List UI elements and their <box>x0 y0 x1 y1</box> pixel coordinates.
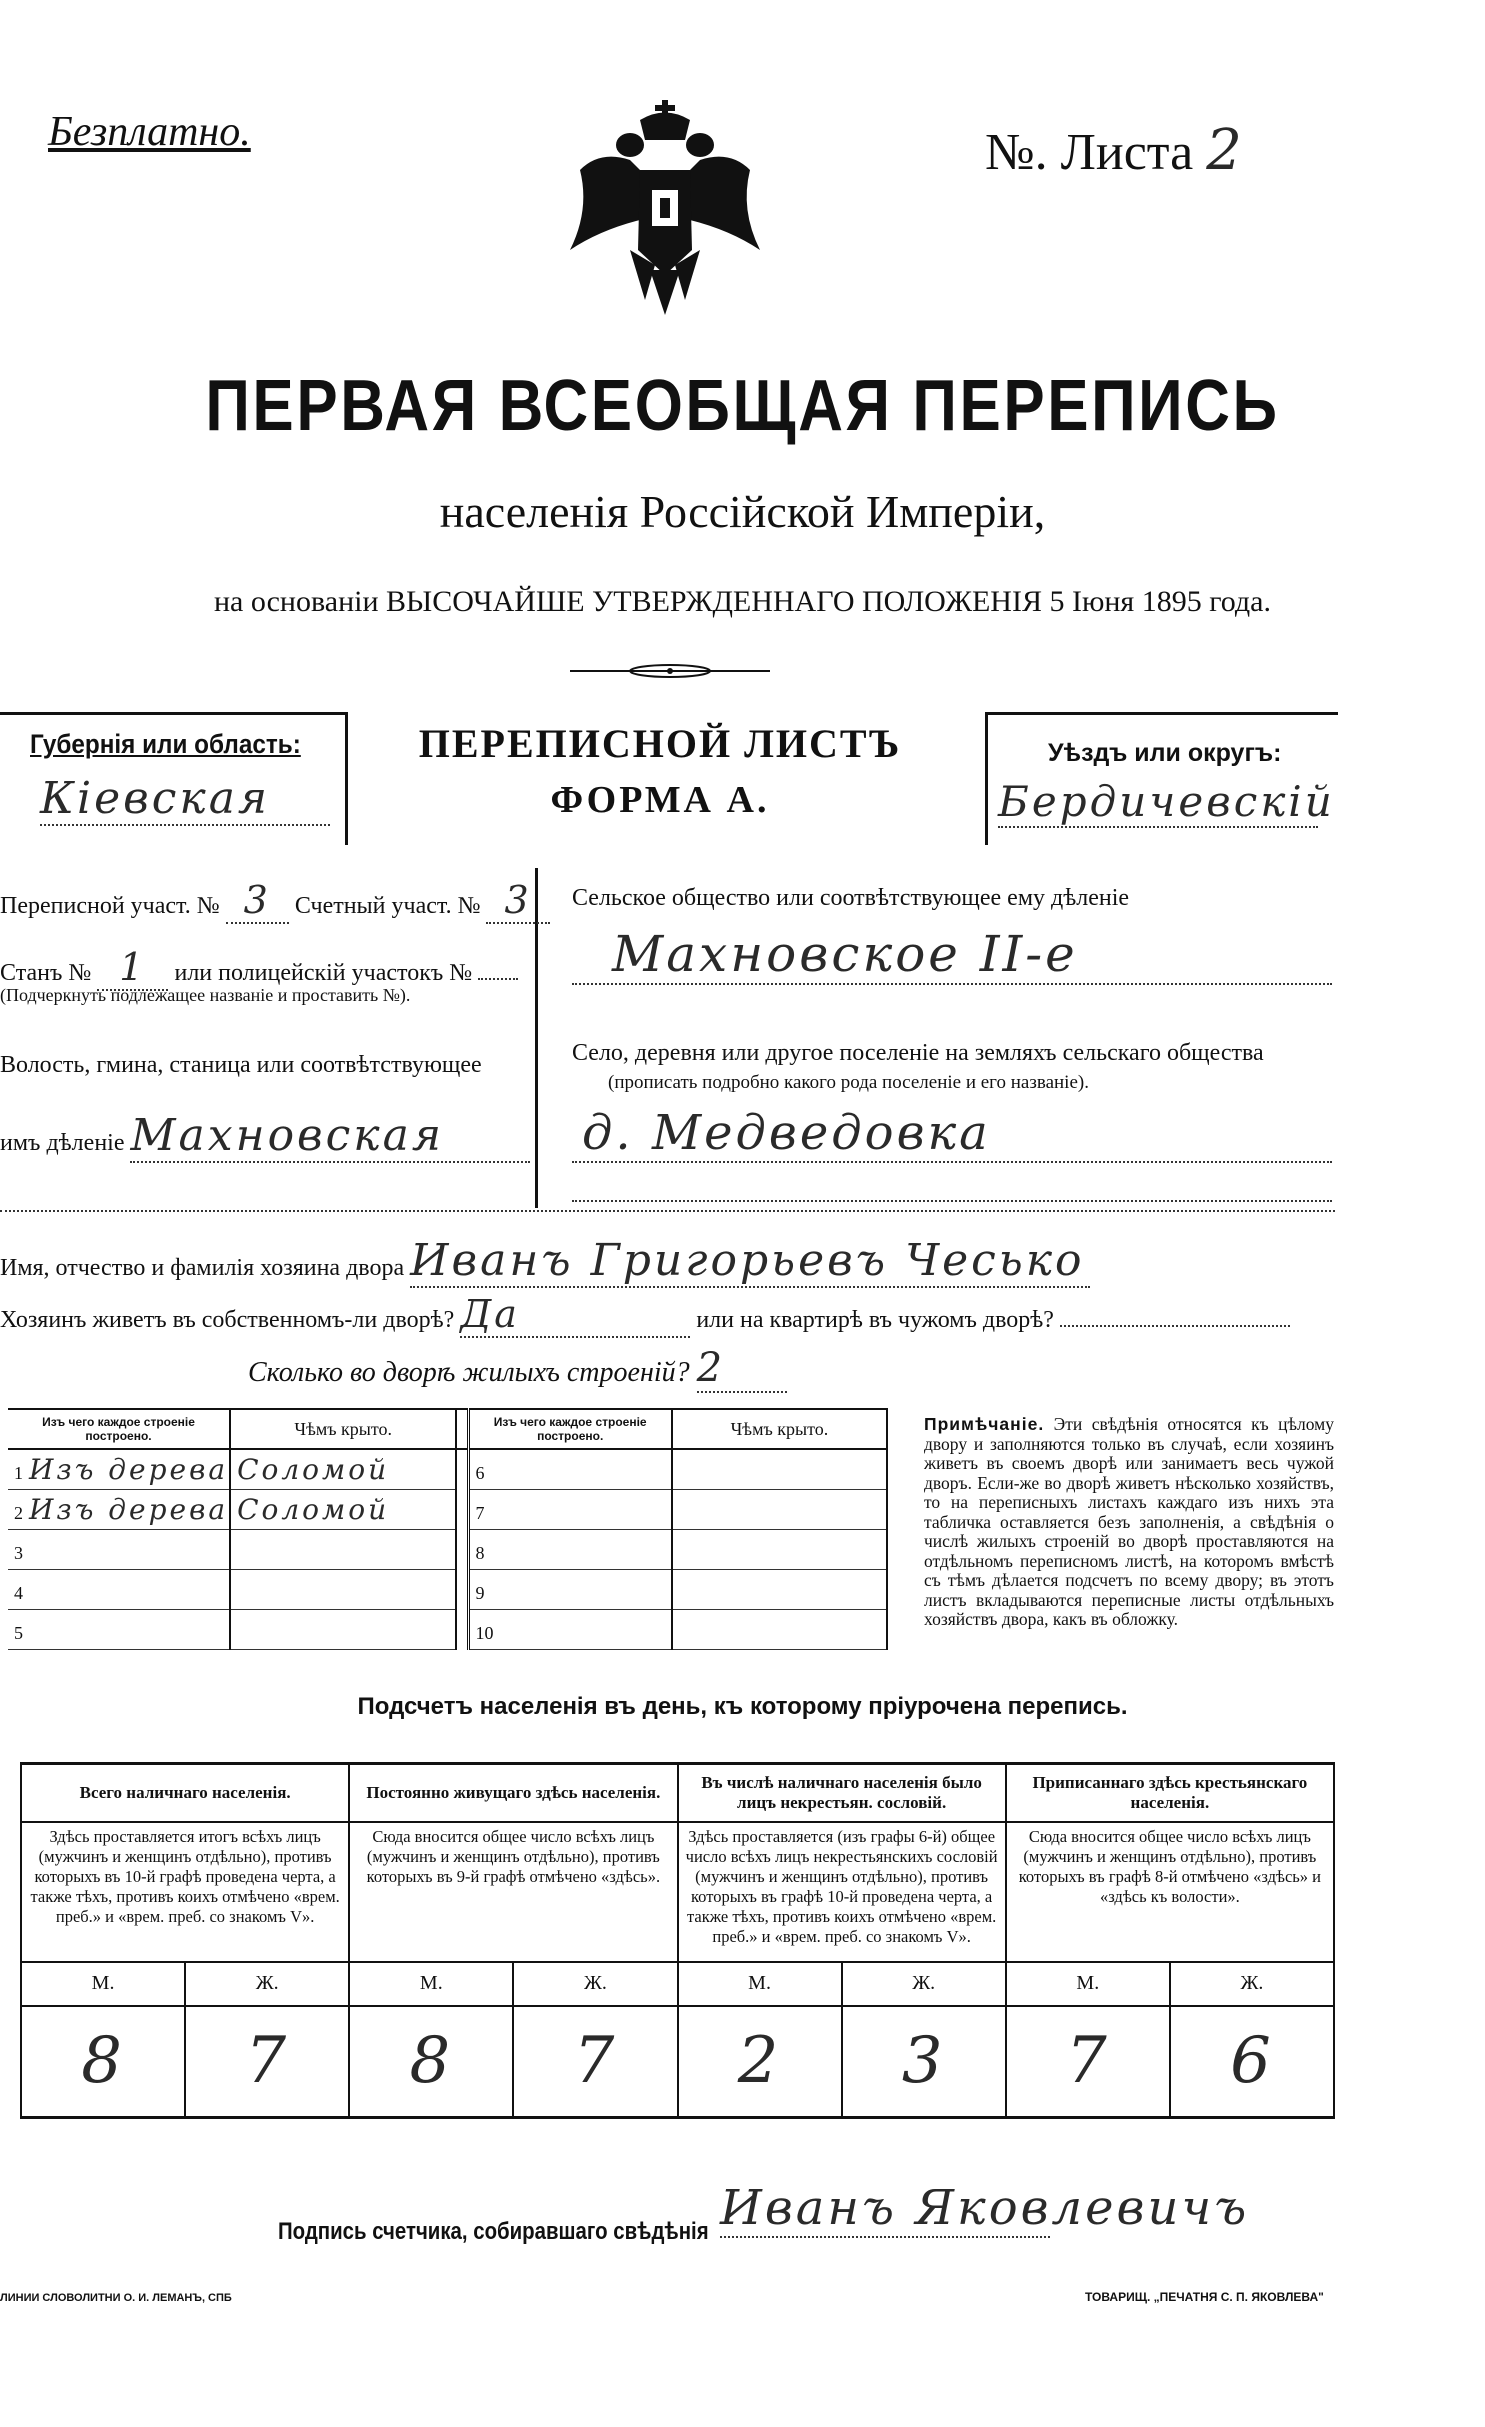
female-header: Ж. <box>513 1962 677 2006</box>
male-count: 8 <box>349 2006 513 2118</box>
province-label: Губернія или область: <box>30 729 301 759</box>
population-col-header: Всего наличнаго населенія. <box>21 1764 349 1822</box>
police-label: или полицейскій участокъ № <box>174 960 473 986</box>
signature-label: Подпись счетчика, собиравшаго свѣдѣнія <box>278 2218 709 2245</box>
building-material-cell <box>8 1529 230 1569</box>
building-material-cell <box>468 1529 672 1569</box>
building-number: 5 <box>14 1622 23 1643</box>
building-roof-cell <box>672 1449 887 1489</box>
building-material: Изъ дерева <box>29 1492 229 1526</box>
building-number: 10 <box>475 1622 494 1643</box>
building-roof-cell <box>230 1449 456 1489</box>
note-text: Эти свѣдѣнія относятся къ цѣлому двору и заполняются только въ случаѣ, если хозяинъ живетъ въ своемъ дворѣ или занимаетъ весь чужой дворъ. Если-же во дворѣ живетъ нѣсколько хозяйствъ, то на переписныхъ листахъ каждаго изъ нихъ эта табличка оставляется безъ заполненія, а свѣдѣнія о числѣ жилыхъ строеній во дворѣ проставляются на отдѣльномъ переписномъ листѣ, на которомъ вмѣстѣ съ тѣмъ дѣлается подсчетъ по всему двору; въ этотъ листъ вкладываются переписные листы отдѣльныхъ хозяйствъ двора, какъ въ обложку. <box>924 1414 1334 1629</box>
male-header: М. <box>21 1962 185 2006</box>
building-number: 3 <box>14 1542 23 1563</box>
population-col-description: Здѣсь проставляется итогъ всѣхъ лицъ (мужчинъ и женщинъ отдѣльно), противъ которыхъ въ 10-й графѣ проведена черта, а также тѣхъ, противъ коихъ отмѣчено «врем. преб.» и «врем. преб. со знакомъ V». <box>21 1822 349 1962</box>
owner-name-value: Иванъ Григорьевъ Чесько <box>410 1235 1090 1288</box>
female-header: Ж. <box>1170 1962 1334 2006</box>
signature-value: Иванъ Яковлевичъ <box>720 2180 1250 2236</box>
female-count: 6 <box>1170 2006 1334 2118</box>
female-count: 3 <box>842 2006 1006 2118</box>
population-col-description: Сюда вносится общее число всѣхъ лицъ (мужчинъ и женщинъ отдѣльно), противъ которыхъ въ графѣ 8-й отмѣчено «здѣсь» и «здѣсь къ волости». <box>1006 1822 1334 1962</box>
buildings-value: 2 <box>697 1345 787 1393</box>
buildings-row <box>8 1569 887 1609</box>
buildings-row <box>8 1449 887 1489</box>
population-col-header: Въ числѣ наличнаго населенія было лицъ некрестьян. сословій. <box>678 1764 1006 1822</box>
district-box <box>985 712 1338 845</box>
buildings-col-material-2: Изъ чего каждое строеніе построено. <box>468 1409 672 1449</box>
building-number: 2 <box>14 1502 23 1523</box>
society-label: Сельское общество или соотвѣтствующее ему дѣленіе <box>572 885 1130 911</box>
census-area-value: 3 <box>226 878 289 924</box>
female-count: 7 <box>185 2006 349 2118</box>
building-material-cell <box>8 1449 230 1489</box>
building-material-cell <box>8 1569 230 1609</box>
building-roof-cell <box>672 1489 887 1529</box>
stan-label: Станъ № <box>0 960 92 986</box>
subtitle: населенія Россійской Имперіи, <box>439 486 1046 537</box>
buildings-col-roof-2: Чѣмъ крыто. <box>672 1409 887 1449</box>
building-number: 1 <box>14 1462 23 1483</box>
female-header: Ж. <box>185 1962 349 2006</box>
district-label: Уѣздъ или округъ: <box>1048 739 1282 767</box>
building-roof-cell <box>672 1569 887 1609</box>
signature-row <box>278 2218 709 2246</box>
building-material: Изъ дерева <box>29 1452 229 1486</box>
ornament-divider <box>570 664 770 678</box>
village-value: д. Медведовка <box>572 1105 1332 1163</box>
main-title: ПЕРВАЯ ВСЕОБЩАЯ ПЕРЕПИСЬ <box>205 366 1280 446</box>
building-roof-cell <box>230 1609 456 1649</box>
owner-name-row <box>0 1235 1090 1288</box>
buildings-table <box>8 1408 888 1650</box>
buildings-row <box>8 1609 887 1649</box>
male-header: М. <box>1006 1962 1170 2006</box>
rent-label: или на квартирѣ въ чужомъ дворѣ? <box>696 1307 1054 1333</box>
note-title: Примѣчаніе. <box>924 1414 1045 1434</box>
building-roof: Соломой <box>237 1452 390 1486</box>
count-title: Подсчетъ населенія въ день, къ которому пріурочена перепись. <box>357 1693 1128 1720</box>
own-yard-label: Хозяинъ живетъ въ собственномъ-ли дворѣ? <box>0 1307 455 1333</box>
female-count: 7 <box>513 2006 677 2118</box>
building-roof-cell <box>230 1529 456 1569</box>
village-label: Село, деревня или другое поселеніе на земляхъ сельскаго общества <box>572 1040 1264 1066</box>
buildings-col-roof: Чѣмъ крыто. <box>230 1409 456 1449</box>
owner-name-label: Имя, отчество и фамилія хозяина двора <box>0 1255 405 1281</box>
province-value: Кіевская <box>40 773 330 826</box>
male-count: 7 <box>1006 2006 1170 2118</box>
building-roof-cell <box>230 1569 456 1609</box>
building-number: 4 <box>14 1582 23 1603</box>
village-note: (прописать подробно какого рода поселеніе и его названіе). <box>608 1072 1089 1093</box>
coat-of-arms-emblem <box>560 100 770 325</box>
building-roof-cell <box>672 1609 887 1649</box>
building-roof-cell <box>230 1489 456 1529</box>
female-header: Ж. <box>842 1962 1006 2006</box>
volost-label-2: имъ дѣленіе <box>0 1130 125 1156</box>
building-material-cell <box>468 1569 672 1609</box>
buildings-label: Сколько во дворѣ жилыхъ строеній? <box>248 1357 690 1388</box>
volost-value: Махновская <box>130 1110 530 1163</box>
male-header: М. <box>678 1962 842 2006</box>
sheet-number <box>985 118 1245 183</box>
building-material-cell <box>468 1449 672 1489</box>
building-roof: Соломой <box>237 1492 390 1526</box>
population-col-header: Приписаннаго здѣсь крестьянскаго населенія. <box>1006 1764 1334 1822</box>
population-table <box>20 1762 1335 2119</box>
population-col-description: Сюда вносится общее число всѣхъ лицъ (мужчинъ и женщинъ отдѣльно), противъ которыхъ въ 9-й графѣ отмѣчено «здѣсь». <box>349 1822 677 1962</box>
printer-right: ТОВАРИЩ. „ПЕЧАТНЯ С. П. ЯКОВЛЕВА" <box>1085 2290 1324 2304</box>
district-value: Бердичевскій <box>998 777 1335 826</box>
population-col-header: Постоянно живущаго здѣсь населенія. <box>349 1764 677 1822</box>
male-header: М. <box>349 1962 513 2006</box>
sheet-value: 2 <box>1206 118 1245 183</box>
male-count: 8 <box>21 2006 185 2118</box>
building-roof-cell <box>672 1529 887 1569</box>
building-material-cell <box>468 1489 672 1529</box>
province-box <box>0 712 348 845</box>
form-title: ПЕРЕПИСНОЙ ЛИСТЪ <box>418 721 902 766</box>
form-subtitle: ФОРМА А. <box>550 779 770 821</box>
buildings-col-material: Изъ чего каждое строеніе построено. <box>8 1409 230 1449</box>
male-count: 2 <box>678 2006 842 2118</box>
volost-row <box>0 1110 530 1163</box>
note-block <box>924 1415 1334 1630</box>
buildings-row <box>8 1489 887 1529</box>
owner-separator <box>0 1210 1335 1212</box>
underline-note: (Подчеркнуть подлежащее названіе и проставить №). <box>0 985 411 1005</box>
stan-row <box>0 945 518 989</box>
building-number: 7 <box>475 1502 485 1523</box>
sheet-label: №. Листа <box>985 124 1194 181</box>
count-area-label: Счетный участ. № <box>294 893 481 919</box>
stan-value: 1 <box>97 945 168 991</box>
buildings-row <box>8 1529 887 1569</box>
building-material-cell <box>468 1609 672 1649</box>
building-number: 9 <box>475 1582 485 1603</box>
buildings-row <box>248 1345 787 1393</box>
building-material-cell <box>8 1489 230 1529</box>
society-value: Махновское II-е <box>572 925 1332 985</box>
free-label: Безплатно. <box>48 109 251 155</box>
volost-label: Волость, гмина, станица или соотвѣтствующее <box>0 1052 482 1078</box>
population-col-description: Здѣсь проставляется (изъ графы 6-й) общее число всѣхъ лицъ некрестьянскихъ сословій (мужчинъ и женщинъ отдѣльно), противъ которыхъ въ графѣ 10-й проведена черта, а также тѣхъ, противъ коихъ отмѣчено «врем. преб.» и «врем. преб. со знакомъ V». <box>678 1822 1006 1962</box>
building-number: 8 <box>475 1542 485 1563</box>
printer-left: ЛИНИИ СЛОВОЛИТНИ О. И. ЛЕМАНЪ, СПБ <box>0 2292 232 2304</box>
basis-line: на основаніи ВЫСОЧАЙШЕ УТВЕРЖДЕННАГО ПОЛОЖЕНІЯ 5 Іюня 1895 года. <box>214 585 1271 618</box>
census-area-label: Переписной участ. № <box>0 893 220 919</box>
own-yard-value: Да <box>460 1292 690 1338</box>
building-material-cell <box>8 1609 230 1649</box>
own-yard-row <box>0 1292 1290 1338</box>
census-area-row <box>0 878 550 922</box>
building-number: 6 <box>475 1462 485 1483</box>
village-extra-line <box>572 1200 1332 1202</box>
count-area-value: 3 <box>486 878 549 924</box>
